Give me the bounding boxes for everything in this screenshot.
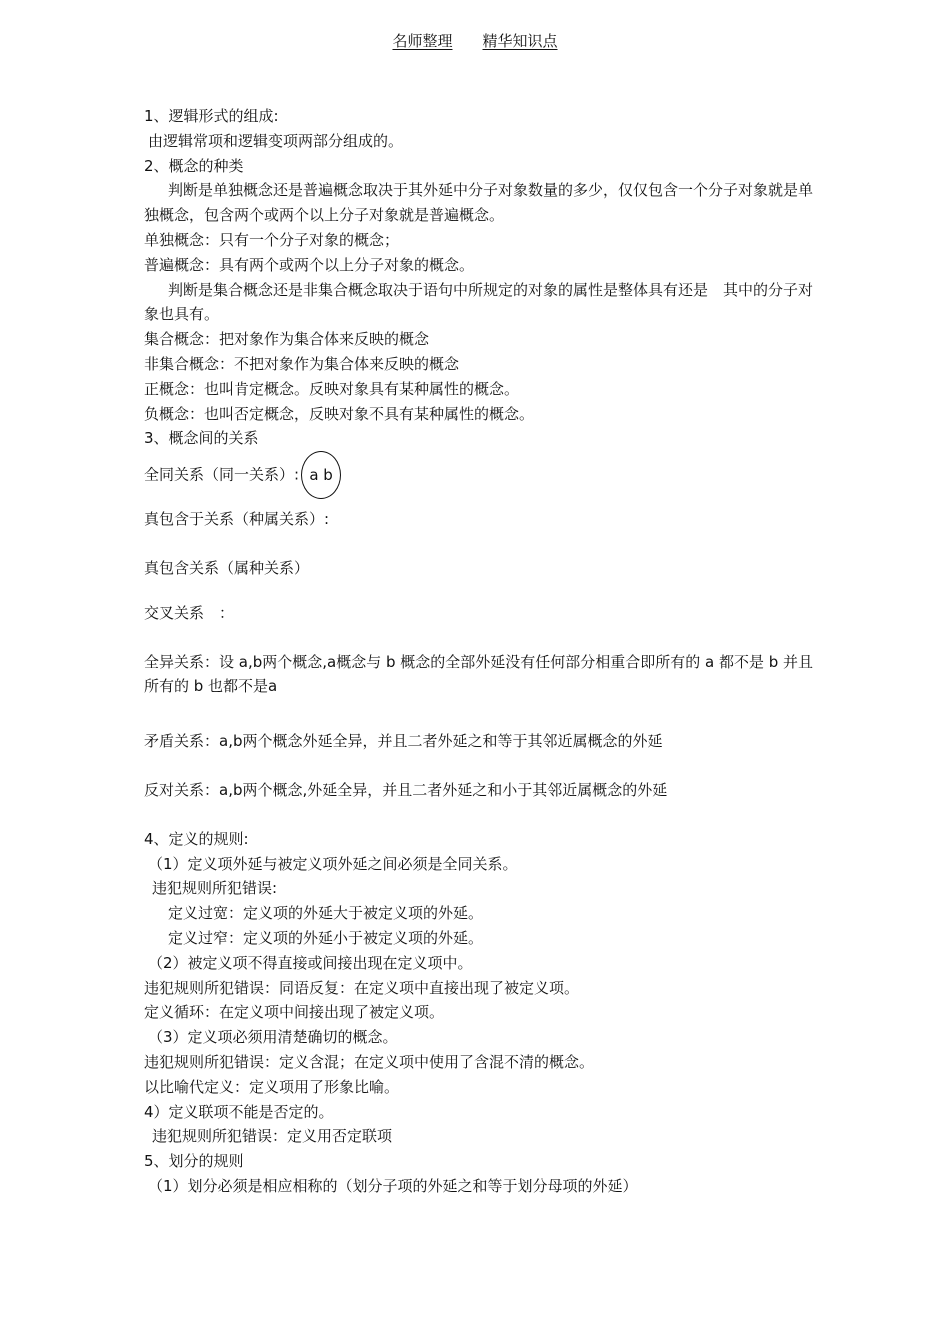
header-right: 精华知识点: [482, 32, 558, 50]
general-concept: 普遍概念：具有两个或两个以上分子对象的概念。: [144, 255, 475, 274]
section-1-title: 1、逻辑形式的组成:: [144, 107, 279, 125]
proper-contained-relation: 真包含于关系（种属关系）:: [144, 510, 330, 529]
negative-concept: 负概念：也叫否定概念，反映对象不具有某种属性的概念。: [144, 404, 535, 423]
definition-rule-1-error: 违犯规则所犯错误:: [152, 879, 278, 898]
section-3-title: 3、概念间的关系: [144, 429, 259, 448]
section-5-title: 5、划分的规则: [144, 1152, 244, 1171]
section-4-title: 4、定义的规则:: [144, 829, 249, 848]
definition-metaphor: 以比喻代定义：定义项用了形象比喻。: [144, 1077, 400, 1096]
identity-relation: [144, 451, 814, 485]
section-2-para-1: 判断是单独概念还是普遍概念取决于其外延中分子对象数量的多少，仅仅包含一个分子对象就是单独概念，包含两个或两个以上分子对象就是普遍概念。: [144, 181, 814, 225]
definition-circular: 定义循环：在定义项中间接出现了被定义项。: [144, 1003, 445, 1022]
document-body: [144, 104, 814, 1199]
identity-relation-label: 全同关系（同一关系）:: [144, 465, 300, 484]
contradictory-relation: 矛盾关系：a,b两个概念外延全异，并且二者外延之和等于其邻近属概念的外延: [144, 732, 663, 751]
definition-rule-3-error: 违犯规则所犯错误：定义含混；在定义项中使用了含混不清的概念。: [144, 1052, 595, 1071]
definition-rule-2-error: 违犯规则所犯错误：同语反复：在定义项中直接出现了被定义项。: [144, 978, 580, 997]
contrary-relation: 反对关系：a,b两个概念,外延全异，并且二者外延之和小于其邻近属概念的外延: [144, 780, 668, 799]
proper-contains-relation: 真包含关系（属种关系）: [144, 558, 310, 577]
definition-rule-1: （1）定义项外延与被定义项外延之间必须是全同关系。: [148, 854, 518, 873]
positive-concept: 正概念：也叫肯定概念。反映对象具有某种属性的概念。: [144, 379, 520, 398]
definition-rule-3: （3）定义项必须用清楚确切的概念。: [148, 1028, 398, 1047]
exclusive-relation: 全异关系：设 a,b两个概念,a概念与 b 概念的全部外延没有任何部分相重合即所有的 a 都不是 b 并且所有的 b 也都不是a: [144, 652, 814, 696]
page-header: [0, 30, 950, 51]
noncollective-concept: 非集合概念：不把对象作为集合体来反映的概念: [144, 354, 460, 373]
collective-concept: 集合概念：把对象作为集合体来反映的概念: [144, 330, 430, 349]
section-2-para-2: 判断是集合概念还是非集合概念取决于语句中所规定的对象的属性是整体具有还是 其中的分子对象也具有。: [144, 280, 814, 324]
section-1-body: [144, 129, 814, 154]
section-2-title: 2、概念的种类: [144, 156, 244, 175]
identity-circle-diagram: a b: [301, 451, 341, 499]
definition-rule-4: 4）定义联项不能是否定的。: [144, 1102, 334, 1121]
division-rule-1: （1）划分必须是相应相称的（划分子项的外延之和等于划分母项的外延）: [148, 1176, 638, 1195]
section-1-body-text: 由逻辑常项和逻辑变项两部分组成的。: [148, 131, 404, 150]
definition-rule-4-error: 违犯规则所犯错误：定义用否定联项: [152, 1127, 393, 1146]
definition-too-wide: 定义过宽：定义项的外延大于被定义项的外延。: [168, 904, 484, 923]
definition-too-narrow: 定义过窄：定义项的外延小于被定义项的外延。: [168, 928, 484, 947]
cross-relation: 交叉关系 ：: [144, 603, 235, 622]
definition-rule-2: （2）被定义项不得直接或间接出现在定义项中。: [148, 953, 473, 972]
single-concept: 单独概念：只有一个分子对象的概念；: [144, 230, 400, 249]
header-left: 名师整理: [392, 32, 453, 50]
